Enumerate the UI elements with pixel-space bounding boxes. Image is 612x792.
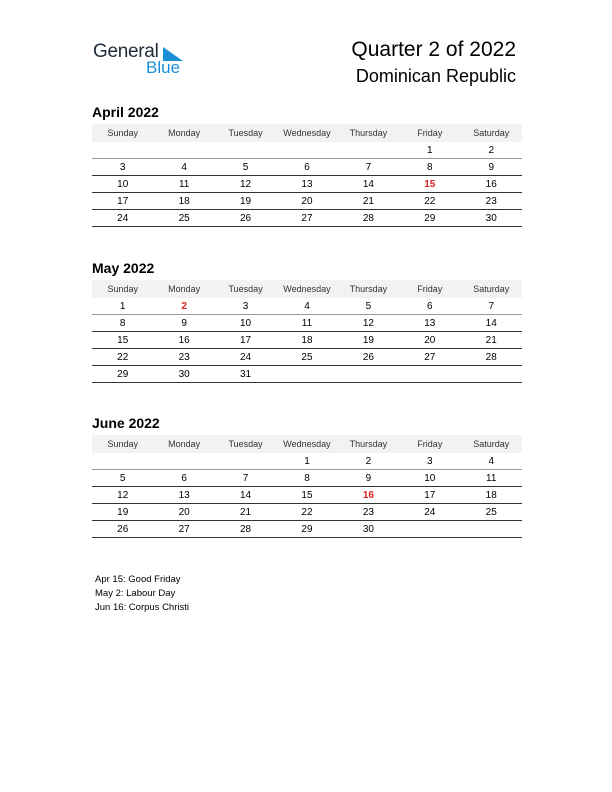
- month-title: May 2022: [92, 260, 155, 276]
- day-cell: 27: [301, 212, 313, 224]
- day-cell: 29: [301, 523, 313, 535]
- day-cell: 30: [485, 212, 497, 224]
- week-row: [92, 176, 522, 193]
- day-cell: 13: [301, 178, 313, 190]
- day-cell: 11: [486, 472, 497, 484]
- day-cell: 9: [488, 161, 495, 173]
- day-cell: 25: [178, 212, 190, 224]
- day-cell: 28: [485, 351, 497, 363]
- weekday-label: Sunday: [107, 284, 138, 294]
- week-row: [92, 453, 522, 470]
- day-cell: 2: [365, 455, 372, 467]
- day-cell: 20: [301, 195, 313, 207]
- day-cell: 22: [117, 351, 129, 363]
- week-row: [92, 504, 522, 521]
- country-name: Dominican Republic: [355, 66, 516, 86]
- weekday-header-row: [92, 435, 522, 453]
- logo-text-blue: Blue: [146, 58, 181, 77]
- day-cell: 23: [178, 351, 190, 363]
- day-cell: 27: [424, 351, 436, 363]
- day-cell: 5: [365, 300, 372, 312]
- day-cell: 16: [485, 178, 497, 190]
- week-row: [92, 159, 522, 176]
- day-cell: 18: [485, 489, 497, 501]
- day-cell: 12: [239, 178, 252, 190]
- day-cell: 10: [424, 472, 436, 484]
- day-cell: 18: [178, 195, 190, 207]
- month-may: [92, 258, 522, 383]
- day-cell: 11: [301, 317, 313, 329]
- day-cell: 13: [178, 489, 190, 501]
- day-cell: 20: [424, 334, 436, 346]
- weekday-label: Saturday: [473, 439, 510, 449]
- week-row: [92, 332, 522, 349]
- day-cell: 13: [424, 317, 436, 329]
- week-row: [92, 142, 522, 159]
- holiday-day-cell: 16: [362, 489, 374, 501]
- day-cell: 17: [239, 334, 252, 346]
- holiday-note: Jun 16: Corpus Christi: [95, 602, 189, 613]
- week-row: [92, 349, 522, 366]
- day-cell: 8: [304, 472, 310, 484]
- day-cell: 14: [239, 489, 252, 501]
- weekday-label: Wednesday: [283, 128, 331, 138]
- weekday-label: Saturday: [473, 128, 510, 138]
- day-cell: 17: [424, 489, 436, 501]
- day-cell: 21: [362, 195, 374, 207]
- weekday-label: Thursday: [349, 284, 388, 294]
- day-cell: 3: [242, 300, 249, 312]
- day-cell: 6: [427, 300, 433, 312]
- day-cell: 12: [117, 489, 129, 501]
- day-cell: 26: [362, 351, 374, 363]
- page-title: Quarter 2 of 2022: [351, 38, 516, 61]
- day-cell: 23: [485, 195, 497, 207]
- weekday-label: Tuesday: [228, 439, 263, 449]
- day-cell: 5: [119, 472, 126, 484]
- day-cell: 31: [239, 368, 252, 380]
- day-cell: 4: [488, 455, 495, 467]
- day-cell: 11: [178, 178, 190, 190]
- day-cell: 7: [488, 300, 495, 312]
- month-title: April 2022: [92, 104, 159, 120]
- day-cell: 24: [239, 351, 252, 363]
- day-cell: 10: [117, 178, 129, 190]
- day-cell: 10: [239, 317, 252, 329]
- week-row: [92, 298, 522, 315]
- weekday-label: Monday: [168, 128, 201, 138]
- day-cell: 22: [301, 506, 313, 518]
- weekday-label: Friday: [417, 284, 443, 294]
- logo-text-general: General: [93, 41, 159, 62]
- week-row: [92, 487, 522, 504]
- week-row: [92, 366, 522, 383]
- weekday-label: Wednesday: [283, 439, 331, 449]
- weekday-label: Friday: [417, 439, 443, 449]
- day-cell: 15: [301, 489, 313, 501]
- weekday-label: Friday: [417, 128, 443, 138]
- weekday-label: Wednesday: [283, 284, 331, 294]
- day-cell: 20: [178, 506, 190, 518]
- day-cell: 26: [117, 523, 129, 535]
- day-cell: 24: [117, 212, 129, 224]
- day-cell: 14: [485, 317, 497, 329]
- day-cell: 14: [362, 178, 374, 190]
- holiday-note: Apr 15: Good Friday: [95, 574, 181, 585]
- day-cell: 30: [178, 368, 190, 380]
- weekday-label: Tuesday: [228, 128, 263, 138]
- week-row: [92, 193, 522, 210]
- holiday-note: May 2: Labour Day: [95, 588, 176, 599]
- weekday-header-row: [92, 124, 522, 142]
- day-cell: 21: [239, 506, 252, 518]
- day-cell: 8: [119, 317, 126, 329]
- weekday-label: Tuesday: [228, 284, 263, 294]
- week-row: [92, 521, 522, 538]
- weekday-label: Thursday: [349, 128, 388, 138]
- weekday-label: Sunday: [107, 439, 138, 449]
- day-cell: 29: [424, 212, 436, 224]
- weekday-label: Saturday: [473, 284, 510, 294]
- weekday-label: Monday: [168, 439, 201, 449]
- logo: [93, 41, 193, 81]
- weekday-label: Thursday: [349, 439, 388, 449]
- day-cell: 28: [239, 523, 252, 535]
- day-cell: 1: [304, 455, 310, 467]
- holiday-day-cell: 2: [181, 300, 187, 312]
- day-cell: 15: [117, 334, 129, 346]
- day-cell: 26: [239, 212, 252, 224]
- weekday-label: Sunday: [107, 128, 138, 138]
- day-cell: 9: [181, 317, 187, 329]
- day-cell: 1: [119, 300, 126, 312]
- day-cell: 25: [485, 506, 497, 518]
- day-cell: 9: [365, 472, 372, 484]
- weekday-header-row: [92, 280, 522, 298]
- day-cell: 2: [488, 144, 495, 156]
- day-cell: 27: [178, 523, 190, 535]
- day-cell: 7: [242, 472, 249, 484]
- day-cell: 17: [117, 195, 129, 207]
- day-cell: 23: [362, 506, 374, 518]
- day-cell: 29: [117, 368, 129, 380]
- day-cell: 22: [424, 195, 436, 207]
- day-cell: 4: [304, 300, 310, 312]
- day-cell: 25: [301, 351, 313, 363]
- week-row: [92, 210, 522, 227]
- day-cell: 8: [427, 161, 433, 173]
- day-cell: 6: [181, 472, 187, 484]
- day-cell: 1: [427, 144, 433, 156]
- weekday-label: Monday: [168, 284, 201, 294]
- day-cell: 28: [362, 212, 374, 224]
- month-june: [92, 413, 522, 538]
- month-april: [92, 102, 522, 227]
- day-cell: 3: [427, 455, 433, 467]
- week-row: [92, 315, 522, 332]
- day-cell: 6: [304, 161, 310, 173]
- day-cell: 18: [301, 334, 313, 346]
- day-cell: 4: [181, 161, 187, 173]
- day-cell: 30: [362, 523, 374, 535]
- week-row: [92, 470, 522, 487]
- day-cell: 24: [424, 506, 436, 518]
- day-cell: 5: [242, 161, 249, 173]
- day-cell: 7: [365, 161, 372, 173]
- day-cell: 19: [117, 506, 129, 518]
- holiday-day-cell: 15: [424, 178, 436, 190]
- day-cell: 21: [485, 334, 497, 346]
- day-cell: 16: [178, 334, 190, 346]
- day-cell: 12: [362, 317, 374, 329]
- day-cell: 19: [362, 334, 374, 346]
- holiday-notes: [95, 573, 189, 615]
- month-title: June 2022: [92, 415, 160, 431]
- day-cell: 19: [239, 195, 252, 207]
- day-cell: 3: [119, 161, 126, 173]
